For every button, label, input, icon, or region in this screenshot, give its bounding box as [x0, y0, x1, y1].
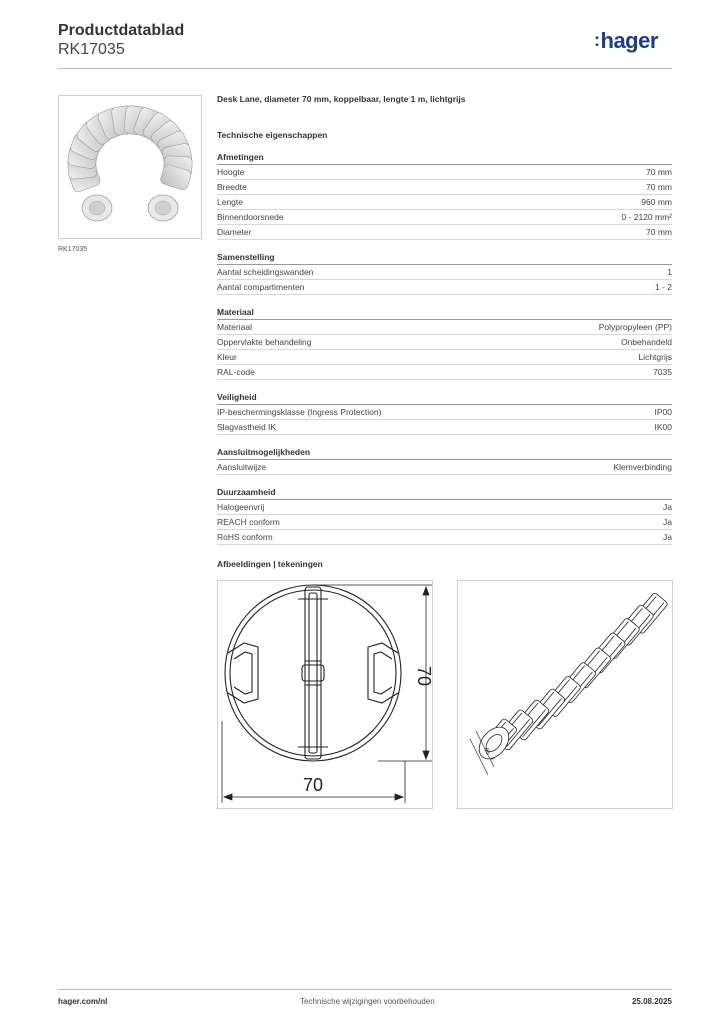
cross-section-drawing: [217, 580, 433, 809]
spec-value: IK00: [654, 422, 672, 432]
spec-label: Aantal scheidingswanden: [217, 267, 314, 277]
spec-label: Materiaal: [217, 322, 252, 332]
spec-group-title: Veiligheid: [217, 392, 672, 405]
footer-date: 25.08.2025: [631, 997, 672, 1006]
spec-label: Diameter: [217, 227, 252, 237]
spec-row: [217, 335, 672, 350]
spec-row: [217, 500, 672, 515]
spec-value: 70 mm: [646, 182, 672, 192]
spec-group: [217, 252, 672, 295]
hager-logo: :hager: [594, 28, 658, 53]
spec-row: [217, 530, 672, 545]
document-title: Productdatablad: [58, 22, 185, 39]
spec-value: Klemverbinding: [613, 462, 672, 472]
spec-value: 960 mm: [641, 197, 672, 207]
spec-value: Onbehandeld: [620, 337, 672, 347]
spec-label: Oppervlakte behandeling: [217, 337, 312, 347]
spec-value: 1 - 2: [654, 282, 672, 292]
cable-spiral-image: [59, 96, 201, 238]
spec-row: [217, 280, 672, 295]
spec-group: [217, 307, 672, 380]
spec-label: RoHS conform: [217, 532, 273, 542]
spec-row: [217, 515, 672, 530]
spec-row: [217, 460, 672, 475]
spec-row: [217, 420, 672, 435]
spec-label: Aantal compartimenten: [217, 282, 305, 292]
spec-label: Lengte: [217, 197, 243, 207]
spec-sheet: [217, 94, 672, 545]
footer-website[interactable]: hager.com/nl: [58, 997, 108, 1006]
spec-value: Ja: [663, 502, 672, 512]
spec-row: [217, 210, 672, 225]
spec-row: [217, 165, 672, 180]
spec-value: 0 - 2120 mm²: [621, 212, 672, 222]
images-title: Afbeeldingen | tekeningen: [217, 559, 323, 569]
spec-row: [217, 320, 672, 335]
photo-caption: RK17035: [58, 246, 88, 253]
spec-group-title: Afmetingen: [217, 152, 672, 165]
spec-group-title: Materiaal: [217, 307, 672, 320]
footer-divider: [58, 989, 672, 990]
tech-properties-title: Technische eigenschappen: [217, 130, 328, 140]
spec-value: Lichtgrijs: [638, 352, 672, 362]
spec-value: 70 mm: [646, 227, 672, 237]
spec-value: Ja: [663, 532, 672, 542]
spec-row: [217, 180, 672, 195]
footer-notice: Technische wijzigingen voorbehouden: [300, 997, 435, 1006]
spec-row: [217, 225, 672, 240]
spec-group: [217, 487, 672, 545]
spec-value: IP00: [654, 407, 672, 417]
spec-groups: [217, 152, 672, 545]
product-description: Desk Lane, diameter 70 mm, koppelbaar, lengte 1 m, lichtgrijs: [217, 94, 466, 104]
isometric-drawing: [457, 580, 673, 809]
spec-label: IP-beschermingsklasse (Ingress Protection): [217, 407, 382, 417]
spec-label: Kleur: [217, 352, 237, 362]
spec-row: [217, 265, 672, 280]
spec-row: [217, 365, 672, 380]
spec-label: REACH conform: [217, 517, 280, 527]
spec-label: Binnendoorsnede: [217, 212, 284, 222]
spec-group: [217, 392, 672, 435]
product-code: RK17035: [58, 41, 125, 58]
spec-label: Halogeenvrij: [217, 502, 265, 512]
spec-label: Aansluitwijze: [217, 462, 267, 472]
header-divider: [58, 68, 672, 69]
spec-label: Breedte: [217, 182, 247, 192]
spec-value: Polypropyleen (PP): [598, 322, 672, 332]
logo-text: hager: [600, 28, 658, 53]
spec-group: [217, 152, 672, 240]
spec-label: Slagvastheid IK: [217, 422, 277, 432]
spec-value: 70 mm: [646, 167, 672, 177]
header: [58, 22, 184, 59]
spec-group-title: Samenstelling: [217, 252, 672, 265]
dimension-horizontal: 70: [302, 775, 324, 795]
dimension-small: 66: [482, 747, 491, 756]
spec-group: [217, 447, 672, 475]
dimension-vertical: 70: [414, 665, 432, 687]
product-photo: [58, 95, 202, 239]
spec-value: Ja: [663, 517, 672, 527]
spec-value: 7035: [653, 367, 672, 377]
spec-group-title: Duurzaamheid: [217, 487, 672, 500]
spec-label: RAL-code: [217, 367, 255, 377]
spec-value: 1: [667, 267, 672, 277]
spec-group-title: Aansluitmogelijkheden: [217, 447, 672, 460]
spec-row: [217, 405, 672, 420]
spec-row: [217, 195, 672, 210]
spec-label: Hoogte: [217, 167, 245, 177]
spec-row: [217, 350, 672, 365]
